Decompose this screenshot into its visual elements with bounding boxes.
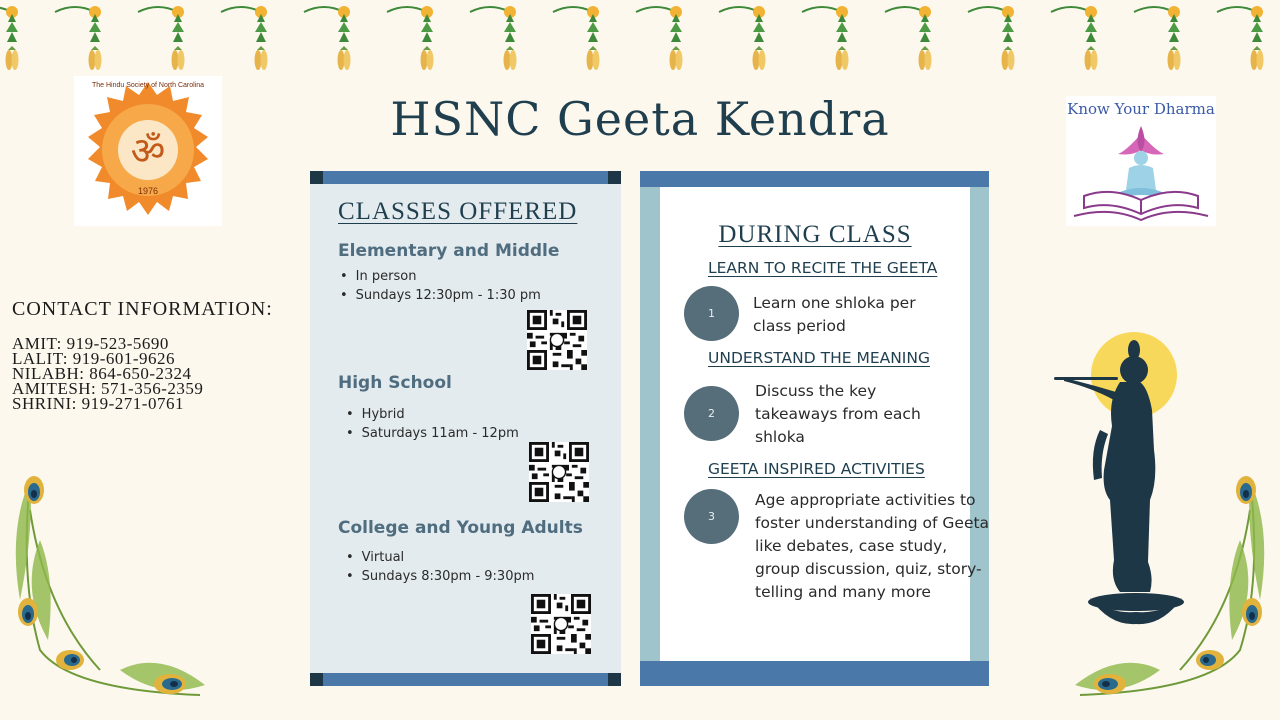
section-list-elementary <box>340 267 541 305</box>
hsnc-logo-ring-text: The Hindu Society of North Carolina <box>91 82 205 89</box>
step-number-badge: 3 <box>684 489 739 544</box>
list-item: • Sundays 8:30pm - 9:30pm <box>346 567 534 586</box>
qr-code-high-school[interactable] <box>529 441 589 503</box>
contact-heading: CONTACT INFORMATION: <box>12 298 273 320</box>
list-item: • Saturdays 11am - 12pm <box>346 424 519 443</box>
peacock-feather-left-decoration <box>0 470 215 710</box>
know-your-dharma-text: Know Your Dharma <box>1067 100 1215 118</box>
step-heading-recite: LEARN TO RECITE THE GEETA <box>708 259 938 277</box>
panel-bottom-bar <box>640 661 989 686</box>
step-heading-activities: GEETA INSPIRED ACTIVITIES <box>708 460 925 478</box>
meditating-figure-icon <box>1066 96 1216 226</box>
qr-code-elementary[interactable] <box>527 309 587 371</box>
step-text-recite: Learn one shloka per class period <box>753 294 916 335</box>
hsnc-logo-year: 1976 <box>137 186 159 196</box>
panel-top-bar <box>640 171 989 187</box>
section-list-college <box>346 548 534 586</box>
step-number-badge: 2 <box>684 386 739 441</box>
contact-line: SHRINI: 919-271-0761 <box>12 394 184 413</box>
panel-bottom-bar <box>310 673 621 686</box>
list-item: • Hybrid <box>346 405 519 424</box>
step-number-badge: 1 <box>684 286 739 341</box>
section-heading-high-school: High School <box>338 373 452 393</box>
classes-offered-title: CLASSES OFFERED <box>338 198 578 225</box>
section-heading-college: College and Young Adults <box>338 518 583 538</box>
list-item: • Virtual <box>346 548 534 567</box>
contact-line: AMITESH: 571-356-2359 <box>12 379 204 398</box>
contact-line: AMIT: 919-523-5690 <box>12 334 169 353</box>
contact-line: LALIT: 919-601-9626 <box>12 349 176 368</box>
during-class-panel <box>640 171 989 686</box>
list-item: • In person <box>340 267 541 286</box>
contact-list <box>12 336 203 411</box>
panel-top-bar <box>310 171 621 184</box>
during-class-title: DURING CLASS <box>718 221 912 248</box>
know-your-dharma-logo <box>1066 96 1216 226</box>
section-list-high-school <box>346 405 519 443</box>
classes-offered-panel <box>310 171 621 686</box>
section-heading-elementary: Elementary and Middle <box>338 241 560 261</box>
contact-line: NILABH: 864-650-2324 <box>12 364 192 383</box>
svg-text:ॐ: ॐ <box>130 129 166 173</box>
qr-code-college[interactable] <box>531 593 591 655</box>
hsnc-om-logo <box>74 76 222 226</box>
step-text-meaning: Discuss the key takeaways from each shloka <box>755 382 921 446</box>
during-class-content <box>660 187 990 661</box>
step-heading-meaning: UNDERSTAND THE MEANING <box>708 349 930 367</box>
peacock-feather-right-decoration <box>1070 470 1280 710</box>
page-title: HSNC Geeta Kendra <box>390 92 890 146</box>
list-item: • Sundays 12:30pm - 1:30 pm <box>340 286 541 305</box>
marigold-garland-decoration <box>0 0 1280 80</box>
step-text-activities: Age appropriate activities to foster understanding of Geeta like debates, case study, group discussion, quiz, story-telling and many more <box>755 491 990 601</box>
